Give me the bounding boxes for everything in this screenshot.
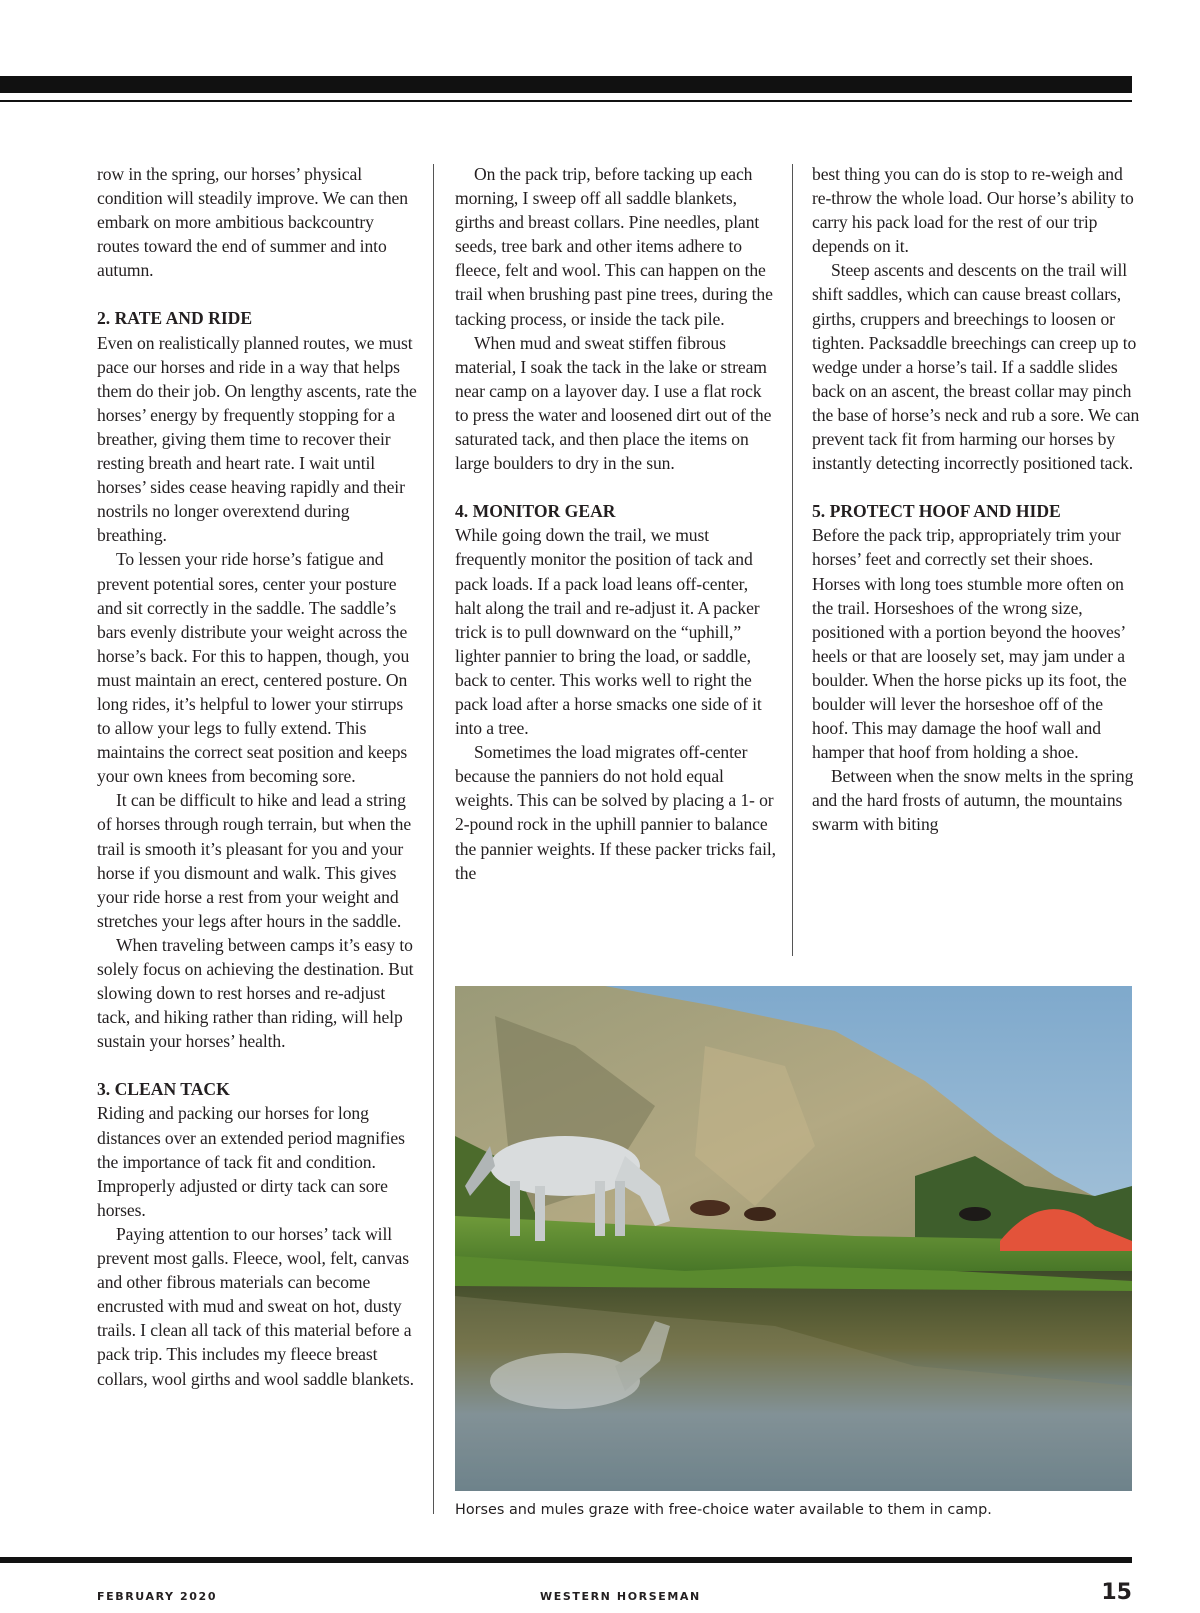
paragraph: Even on realistically planned routes, we must pace our horses and ride in a way that helps them do their job. On lengthy ascents, rate the horses’ energy by frequently stopping for a breather, giving them time to recover their resting breath and heart rate. I wait until horses’ sides cease heaving rapidly and their nostrils no longer overextend during breathing.: [97, 332, 417, 546]
paragraph: Riding and packing our horses for long distances over an extended period magnifies the importance of tack fit and condition. Improperly adjusted or dirty tack can sore horses.: [97, 1103, 405, 1220]
paragraph: row in the spring, our horses’ physical condition will steadily improve. We can then embark on more ambitious backcountry routes toward the end of summer and into autumn.: [97, 164, 408, 281]
paragraph: On the pack trip, before tacking up each morning, I sweep off all saddle blankets, girths and breast collars. Pine needles, plant seeds, tree bark and other items adhere to fleece, felt and wool. This can happen on the trail when brushing past pine trees, during the tacking process, or inside the tack pile.: [455, 164, 773, 329]
camp-lake-photo: [455, 986, 1132, 1491]
column-divider: [433, 164, 434, 1514]
paragraph: Between when the snow melts in the spring and the hard frosts of autumn, the mountains swarm with biting: [812, 766, 1134, 835]
article-column-1: [97, 162, 419, 1391]
article-column-3: [812, 162, 1142, 837]
paragraph: To lessen your ride horse’s fatigue and prevent potential sores, center your posture and sit correctly in the saddle. The saddle’s bars evenly distribute your weight across the horse’s back. For this to happen, though, you must maintain an erect, centered posture. On long rides, it’s helpful to lower your stirrups to allow your legs to fully extend. This maintains the correct seat position and keeps your own knees from becoming sore.: [97, 549, 410, 787]
column-divider: [792, 164, 793, 956]
paragraph: While going down the trail, we must frequently monitor the position of tack and pack loads. If a pack load leans off-center, halt along the trail and re-adjust it. A packer trick is to pull downward on the “uphill,” lighter pannier to bring the load, or saddle, back to center. This works well to right the pack load after a horse smacks one side of it into a tree.: [455, 525, 762, 739]
paragraph: Steep ascents and descents on the trail will shift saddles, which can cause breast collars, girths, cruppers and breechings to loosen or tighten. Packsaddle breechings can creep up to wedge under a horse’s tail. If a saddle slides back on an ascent, the breast collar may pinch the base of horse’s neck and rub a sore. We can prevent tack fit from harming our horses by instantly detecting incorrectly positioned tack.: [812, 260, 1140, 474]
article-column-2: [455, 162, 777, 885]
section-heading-monitor-gear: 4. MONITOR GEAR: [455, 501, 616, 522]
header-rule-thin: [0, 100, 1132, 102]
footer-date: FEBRUARY 2020: [97, 1590, 218, 1603]
paragraph: best thing you can do is stop to re-weigh and re-throw the whole load. Our horse’s ability to carry his pack load for the rest of our trip depends on it.: [812, 164, 1134, 257]
section-heading-protect-hoof-and-hide: 5. PROTECT HOOF AND HIDE: [812, 501, 1061, 522]
footer-rule: [0, 1557, 1132, 1563]
header-rule-thick: [0, 76, 1132, 93]
paragraph: It can be difficult to hike and lead a string of horses through rough terrain, but when the trail is smooth it’s pleasant for you and your horse if you dismount and walk. This gives your ride horse a rest from your weight and stretches your legs after hours in the saddle.: [97, 790, 412, 931]
section-heading-clean-tack: 3. CLEAN TACK: [97, 1079, 230, 1100]
paragraph: Before the pack trip, appropriately trim your horses’ feet and correctly set their shoes. Horses with long toes stumble more often on the trail. Horseshoes of the wrong size, positioned with a portion beyond the hooves’ heels or that are loosely set, may jam under a boulder. When the horse picks up its foot, the boulder will lever the horseshoe off of the hoof. This may damage the hoof wall and hamper that hoof from holding a shoe.: [812, 525, 1127, 763]
paragraph: When traveling between camps it’s easy to solely focus on achieving the destination. But slowing down to rest horses and re-adjust tack, and hiking rather than riding, will help sustain your horses’ health.: [97, 934, 414, 1052]
page-number: 15: [1101, 1580, 1132, 1605]
footer-publication: WESTERN HORSEMAN: [540, 1590, 701, 1603]
section-heading-rate-and-ride: 2. RATE AND RIDE: [97, 308, 253, 329]
photo-caption: Horses and mules graze with free-choice water available to them in camp.: [455, 1502, 992, 1518]
paragraph: Paying attention to our horses’ tack will prevent most galls. Fleece, wool, felt, canvas and other fibrous materials can become encrusted with mud and sweat on hot, dusty trails. I clean all tack of this material before a pack trip. This includes my fleece breast collars, wool girths and wool saddle blankets.: [97, 1223, 414, 1389]
paragraph: When mud and sweat stiffen fibrous material, I soak the tack in the lake or stream near camp on a layover day. I use a flat rock to press the water and loosened dirt out of the saturated tack, and then place the items on large boulders to dry in the sun.: [455, 332, 772, 474]
paragraph: Sometimes the load migrates off-center because the panniers do not hold equal weights. This can be solved by placing a 1- or 2-pound rock in the uphill pannier to balance the pannier weights. If these packer tricks fail, the: [455, 742, 776, 883]
